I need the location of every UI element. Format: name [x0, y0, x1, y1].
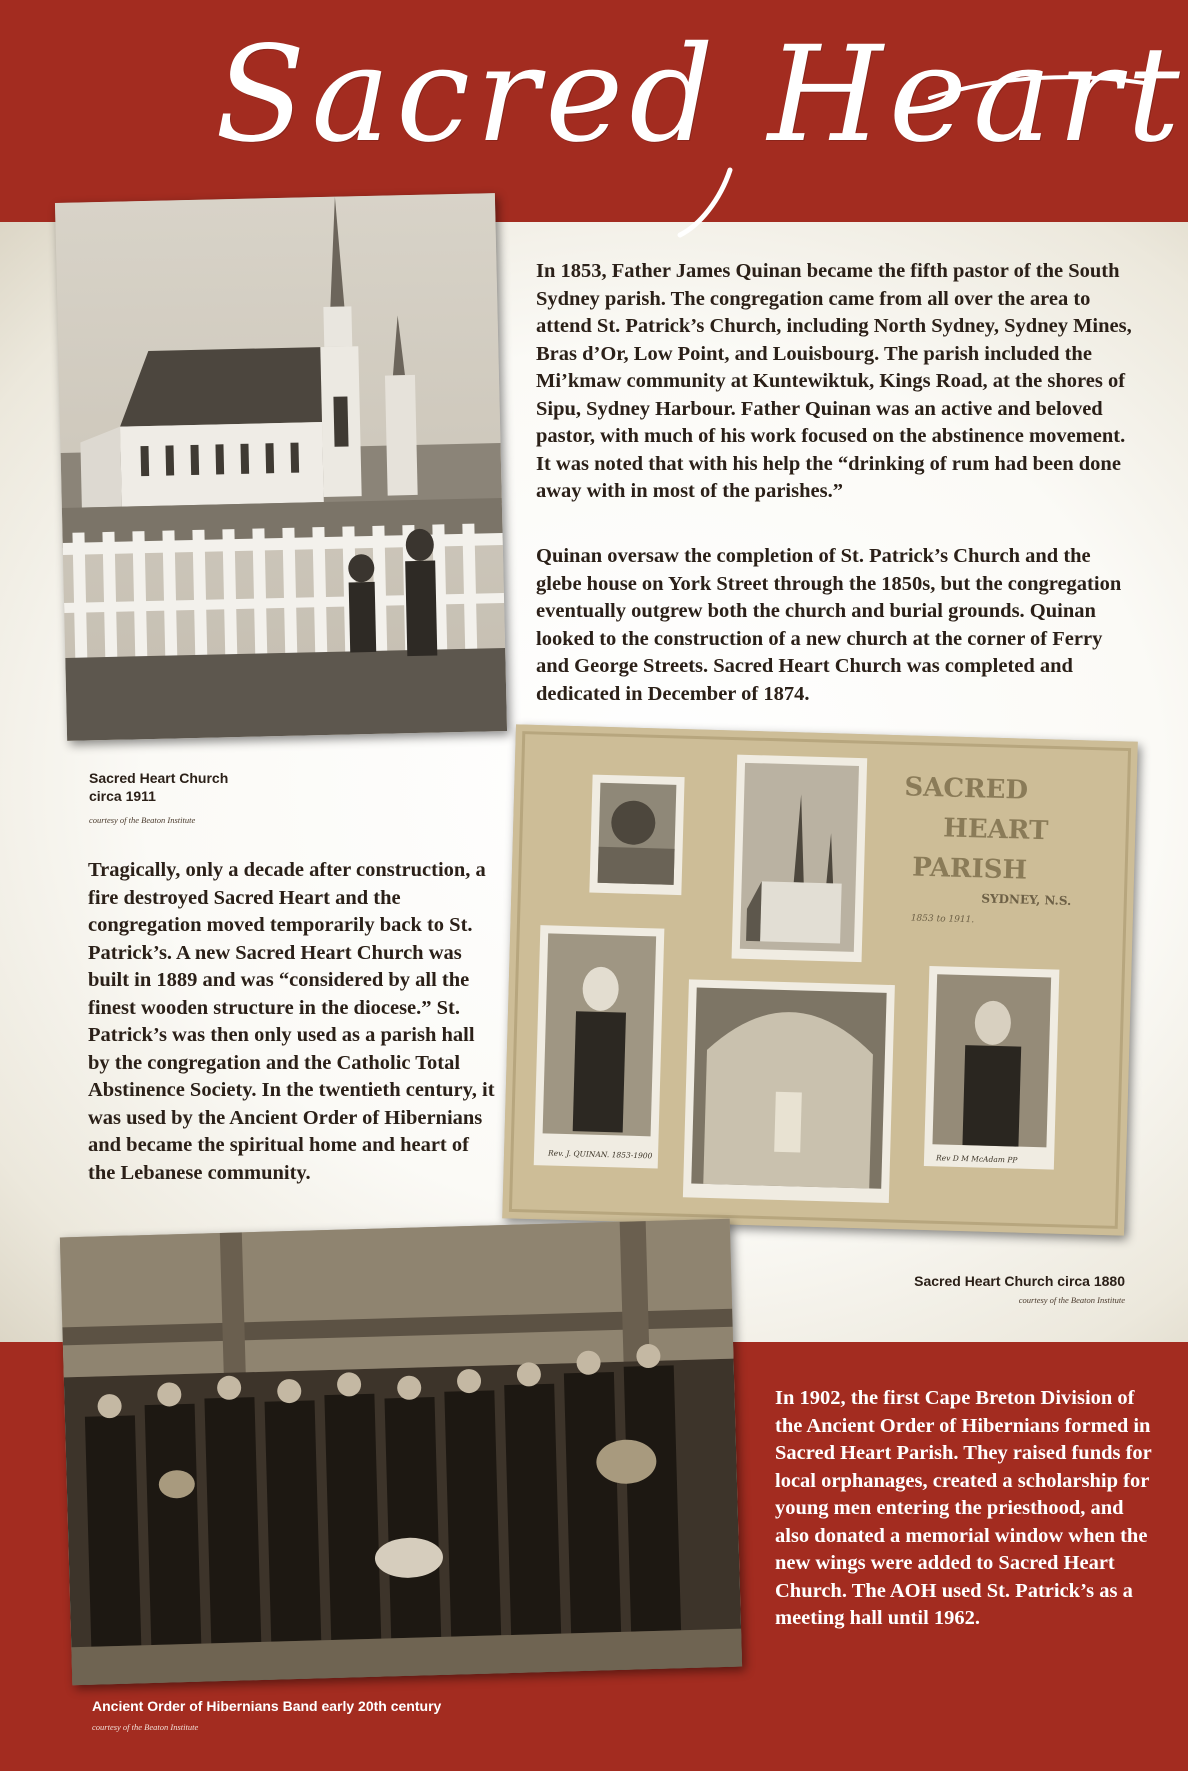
church-caption-date: circa 1911 [89, 788, 156, 804]
collage-portrait-right-label: Rev D M McAdam PP [935, 1153, 1018, 1165]
paragraph-hibernians: In 1902, the first Cape Breton Division of the Ancient Order of Hibernians formed in Sacred Heart Parish. They raised funds for local orphanages, created a scholarship for young men entering the priesthood, and also donated a memorial window when the new wings were added to Sacred Heart Church. The AOH used St. Patrick’s as a meeting hall until 1962. [775, 1387, 1152, 1629]
paragraph-new-church: Quinan oversaw the completion of St. Patrick’s Church and the glebe house on York Street through the 1850s, but the congregation eventually outgrew both the church and burial grounds. Quinan looked to the construction of a new church at the corner of Ferry and George Streets. Sacred Heart Church was completed and dedicated in December of 1874. [536, 545, 1122, 705]
church-caption-credit: courtesy of the Beaton Institute [89, 815, 196, 825]
church-caption-title: Sacred Heart Church [89, 770, 229, 786]
paragraph-fire: Tragically, only a decade after construction, a fire destroyed Sacred Heart and the congregation moved temporarily back to St. Patrick’s. A new Sacred Heart Church was built in 1889 and was “considered by all the finest wooden structure in the diocese.” St. Patrick’s was then only used as a parish hall by the congregation and the Catholic Total Abstinence Society. In the twentieth century, it was used by the Ancient Order of Hibernians and became the spiritual home and heart of the Lebanese community. [88, 859, 495, 1184]
band-caption-credit: courtesy of the Beaton Institute [92, 1722, 199, 1732]
collage-portrait-left-label: Rev. J. QUINAN. 1853-1900 [547, 1148, 653, 1161]
band-photo [60, 1219, 742, 1686]
band-caption-title: Ancient Order of Hibernians Band early 20th century [92, 1698, 442, 1714]
collage-heading-heart: HEART [942, 813, 1049, 847]
church-photo [55, 193, 507, 741]
collage-place: SYDNEY, N.S. [981, 891, 1072, 908]
collage-caption-title: Sacred Heart Church circa 1880 [914, 1273, 1125, 1289]
collage-caption-credit: courtesy of the Beaton Institute [1018, 1295, 1125, 1305]
page-title: Sacred Heart [215, 18, 1186, 172]
collage-photo [502, 724, 1138, 1235]
collage-heading-sacred: SACRED [903, 772, 1029, 806]
paragraph-quinan-pastor: In 1853, Father James Quinan became the fifth pastor of the South Sydney parish. The congregation came from all over the area to attend St. Patrick’s Church, including North Sydney, Sydney Mines, Bras d’Or, Low Point, and Louisbourg. The parish included the Mi’kmaw community at Kuntewiktuk, Kings Road, at the shores of Sipu, Sydney Harbour. Father Quinan was an active and beloved pastor, with much of his work focused on the abstinence movement. It was noted that with his help the “drinking of rum had been done away with in most of the parishes.” [536, 260, 1132, 502]
collage-heading-parish: PARISH [911, 852, 1028, 886]
collage-years: 1853 to 1911. [910, 913, 975, 926]
